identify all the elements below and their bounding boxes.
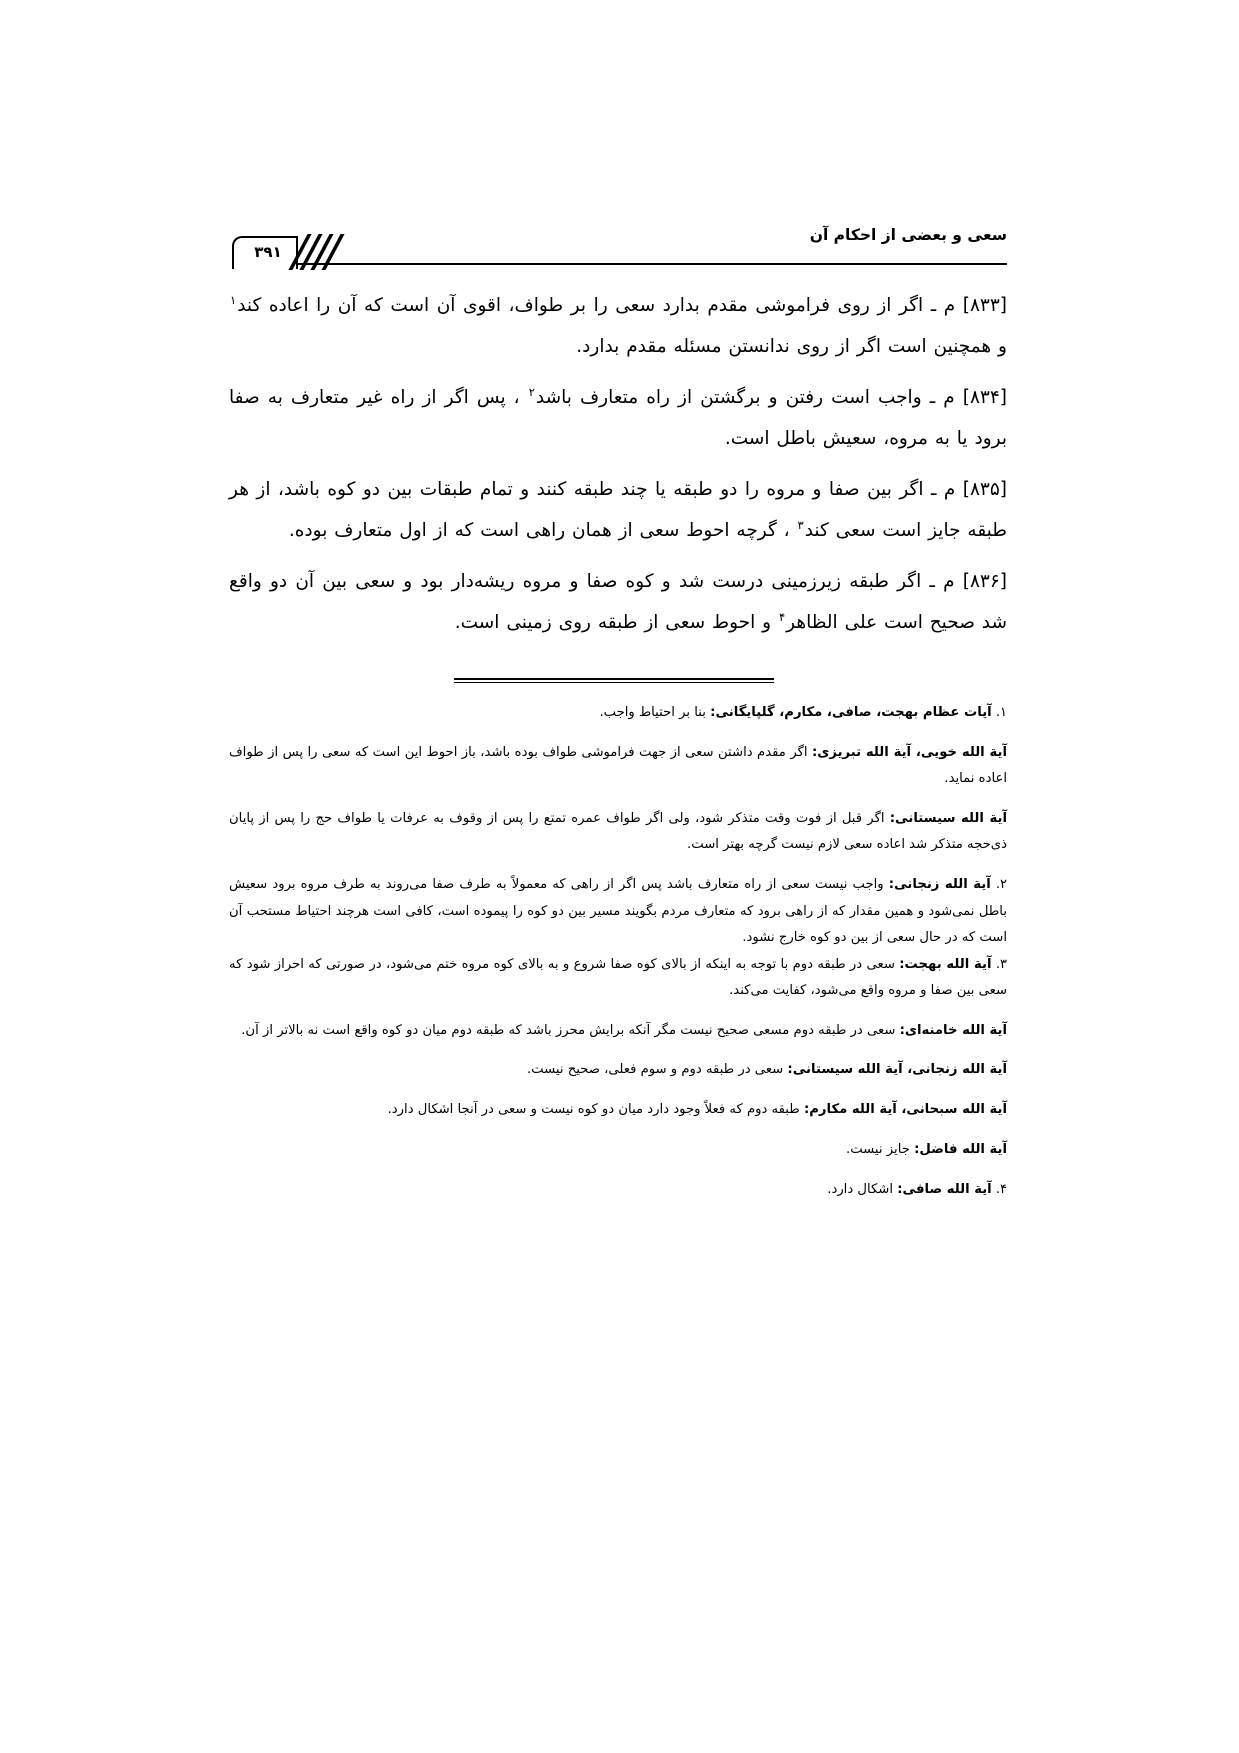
- footnote-marker: ۴.: [995, 1181, 1007, 1197]
- masala-text-a: اگر طبقه زیرزمینی درست شد و کوه صفا و مروه ریشه‌دار بود و سعی بین آن دو واقع شد صحیح است علی الظاهر: [229, 571, 1007, 633]
- footnote-marker: ۲.: [995, 877, 1007, 893]
- masala-number: [۸۳۵]: [962, 479, 1007, 500]
- footnote-subitem: [229, 1137, 1007, 1164]
- masala-dash: ـ: [930, 295, 937, 316]
- footnote-text: اگر قبل از فوت وقت متذکر شود، ولی اگر طواف عمره تمتع را پس از وقوف به عرفات یا طواف حج را پس از پایان ذی‌حجه متذکر شد اعاده سعی لازم نیست گرچه بهتر است.: [229, 810, 1007, 853]
- page-header: [232, 222, 1007, 270]
- page-number: ۳۹۱: [254, 243, 282, 261]
- footnote-text: اشکال دارد.: [827, 1181, 894, 1197]
- masala-text-b: و احوط سعی از طبقه روی زمینی است.: [454, 612, 772, 633]
- footnote-text: بنا بر احتیاط واجب.: [599, 705, 706, 720]
- footnote-marker: ۳.: [995, 956, 1007, 972]
- footnote-authority: آیة الله بهجت:: [899, 956, 992, 972]
- masala-text-b: و همچنین است اگر از روی ندانستن مسئله مقدم بدارد.: [576, 336, 1007, 357]
- masala-text-a: اگر بین صفا و مروه را دو طبقه یا چند طبقه کنند و تمام طبقات بین دو کوه باشد، از هر طبقه جایز است سعی کند: [229, 479, 1007, 541]
- footnote-authority: آیة الله سبحانی، آیة الله مکارم:: [803, 1102, 1007, 1118]
- masala-paragraph: [229, 377, 1007, 459]
- masala-text-a: اگر از روی فراموشی مقدم بدارد سعی را بر طواف، اقوی آن است که آن را اعاده کند: [237, 295, 924, 316]
- footnote-authority: آیة الله صافی:: [897, 1181, 992, 1197]
- footnote-subitem: [229, 1097, 1007, 1124]
- footnote-text: جایز نیست.: [846, 1141, 910, 1157]
- masala-kind: م: [943, 479, 956, 500]
- footnote-authority: آیة الله سیستانی:: [889, 810, 1007, 826]
- footnote-item: [229, 1177, 1007, 1204]
- footnote-text: سعی در طبقه دوم با توجه به اینکه از بالای کوه صفا شروع و به بالای کوه مروه ختم می‌شود، در صورتی که احراز شود که سعی بین صفا و مروه واقع می‌شود، کفایت می‌کند.: [229, 956, 1007, 999]
- footnote-subitem: [229, 806, 1007, 859]
- footnote-item: [229, 872, 1007, 952]
- masala-kind: م: [943, 387, 955, 408]
- masala-text-b: ، پس اگر از راه غیر متعارف به صفا برود یا به مروه، سعیش باطل است.: [229, 387, 1007, 449]
- decorative-slashes-icon: [296, 234, 348, 269]
- masala-dash: ـ: [929, 387, 936, 408]
- masala-number: [۸۳۶]: [962, 571, 1007, 592]
- footnote-item: [229, 952, 1007, 1005]
- masala-kind: م: [943, 295, 956, 316]
- masala-dash: ـ: [930, 479, 937, 500]
- footnote-authority: آیة الله خویی، آیة الله تبریزی:: [812, 744, 1007, 760]
- footnote-text: واجب نیست سعی از راه متعارف باشد پس اگر از راهی که معمولاً به طرف صفا می‌روند به طرف مروه برود سعیش باطل نمی‌شود و همین مقدار که از راهی برود که متعارف مردم بگویند مسیر بین دو کوه را پیموده است، کافی است هرچند احتیاط مستحب آن است که در حال سعی از بین دو کوه خارج نشود.: [229, 877, 1007, 946]
- footnote-separator: [454, 678, 774, 683]
- footnote-subitem: [229, 740, 1007, 793]
- footnote-ref[interactable]: ۴: [778, 609, 786, 624]
- masala-paragraph: [229, 285, 1007, 367]
- footnote-subitem: [229, 1057, 1007, 1084]
- running-head: سعی و بعضی از احکام آن: [809, 226, 1007, 244]
- body-text-column: [229, 285, 1007, 643]
- footnote-text: طبقه دوم که فعلاً وجود دارد میان دو کوه نیست و سعی در آنجا اشکال دارد.: [387, 1102, 800, 1118]
- footnote-ref[interactable]: ۲: [528, 384, 535, 399]
- footnote-authority: آیة الله خامنه‌ای:: [899, 1022, 1007, 1038]
- footnote-authority: آیات عظام بهجت، صافی، مکارم، گلپایگانی:: [710, 705, 992, 720]
- footnote-authority: آیة الله زنجانی:: [888, 877, 991, 893]
- footnote-text: سعی در طبقه دوم و سوم فعلی، صحیح نیست.: [526, 1062, 784, 1078]
- footnote-marker: ۱.: [995, 705, 1007, 720]
- masala-number: [۸۳۳]: [962, 295, 1007, 316]
- masala-number: [۸۳۴]: [962, 387, 1008, 408]
- footnote-item: [229, 700, 1007, 727]
- masala-text-b: ، گرچه احوط سعی از همان راهی است که از اول متعارف بوده.: [288, 520, 790, 541]
- header-rule: [232, 263, 1007, 265]
- masala-dash: ـ: [929, 571, 935, 592]
- masala-text-a: واجب است رفتن و برگشتن از راه متعارف باشد: [535, 387, 922, 408]
- footnote-ref[interactable]: ۳: [797, 517, 804, 532]
- footnote-ref[interactable]: ۱: [230, 292, 237, 307]
- footnote-authority: آیة الله زنجانی، آیة الله سیستانی:: [787, 1062, 1007, 1078]
- masala-paragraph: [229, 469, 1007, 551]
- masala-paragraph: [229, 561, 1007, 643]
- footnote-authority: آیة الله فاضل:: [914, 1141, 1007, 1157]
- footnote-block: [229, 700, 1007, 1203]
- footnote-text: سعی در طبقه دوم مسعی صحیح نیست مگر آنکه برایش محرز باشد که طبقه دوم میان دو کوه واقع است نه بالاتر از آن.: [241, 1022, 896, 1038]
- footnote-subitem: [229, 1018, 1007, 1045]
- footnote-text: اگر مقدم داشتن سعی از جهت فراموشی طواف بوده باشد، باز احوط این است که سعی را پس از طواف اعاده نماید.: [229, 744, 1007, 787]
- masala-kind: م: [943, 571, 955, 592]
